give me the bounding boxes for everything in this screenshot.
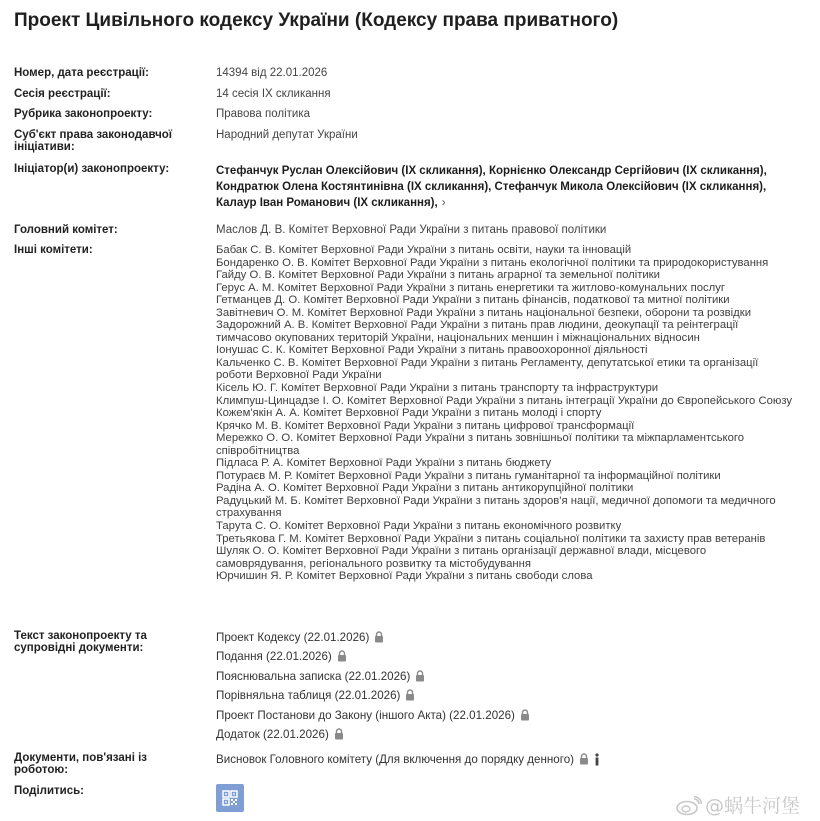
committee-item: Бондаренко О. В. Комітет Верховної Ради України з питань екологічної політики та природокористування [216,256,769,269]
committee-item: Іонушас С. К. Комітет Верховної Ради України з питань правоохоронної діяльності [216,344,648,357]
qr-code-icon [216,784,244,812]
document-title[interactable]: Проект Кодексу (22.01.2026) [216,631,370,644]
document-title[interactable]: Пояснювальна записка (22.01.2026) [216,669,411,683]
committee-item: Мережко О. О. Комітет Верховної Ради України з питань зовнішньої політики та міжпарламентського співробітництва [216,432,745,457]
committee-item: Герус А. М. Комітет Верховної Ради України з питань енергетики та житлово-комунальних послуг [216,281,725,294]
committee-item: Климпуш-Цинцадзе І. О. Комітет Верховної Ради України з питань інтеграції України до Європейського Союзу [216,394,793,407]
initiators-text: Стефанчук Руслан Олексійович (IX скликання), Корнієнко Олександр Сергійович (IX скликання), Кондратюк Олена Костянтинівна (IX скликання), Стефанчук Микола Олексійович (IX скликання), Калаур Іван Романович (IX скликання), [216,165,767,210]
lock-icon [520,708,530,727]
committee-item: Кальченко С. В. Комітет Верховної Ради України з питань Регламенту, депутатської етики та організації роботи Верховної Ради України [216,356,759,382]
document-link[interactable] [216,686,806,705]
committee-item: Юрчишин Я. Р. Комітет Верховної Ради України з питань свободи слова [216,570,593,583]
committee-item: Тарута С. О. Комітет Верховної Ради України з питань економічного розвитку [216,520,622,533]
other-committees-label: Інші комітети: [14,244,93,256]
initiators-value [216,163,791,212]
registration-value: 14394 від 22.01.2026 [216,67,328,79]
documents-label: Текст законопроекту та супровідні документи: [14,630,147,654]
committee-list [216,244,796,583]
document-link[interactable] [216,706,806,725]
initiators-label: Ініціатор(и) законопроекту: [14,163,170,175]
committee-item: Завітневич О. М. Комітет Верховної Ради України з питань національної безпеки, оборони та розвідки [216,306,752,319]
related-document-title[interactable]: Висновок Головного комітету (Для включення до порядку денного) [216,753,575,766]
lock-icon [405,688,415,707]
committee-item: Радіна А. О. Комітет Верховної Ради України з питань антикорупційної політики [216,482,634,495]
document-link[interactable] [216,725,806,744]
main-committee-label: Головний комітет: [14,224,118,236]
document-title[interactable]: Подання (22.01.2026) [216,650,332,664]
session-value: 14 сесія IX скликання [216,88,331,100]
document-title[interactable]: Проект Постанови до Закону (іншого Акта) (22.01.2026) [216,708,515,722]
related-doc-list [216,750,806,769]
committee-item: Кожем'якін А. А. Комітет Верховної Ради України з питань молоді і спорту [216,407,602,420]
subject-value: Народний депутат України [216,129,358,141]
weibo-logo-icon [676,796,702,821]
lock-icon [415,669,425,688]
committee-item: Бабак С. В. Комітет Верховної Ради України з питань освіти, науки та інновацій [216,244,632,256]
document-link[interactable] [216,667,806,686]
info-icon[interactable] [594,753,600,772]
watermark [676,791,800,821]
committee-item: Крячко М. В. Комітет Верховної Ради України з питань цифрової трансформації [216,419,635,432]
lock-icon [579,752,589,771]
committee-item: Підласа Р. А. Комітет Верховної Ради України з питань бюджету [216,457,552,470]
document-link[interactable] [216,628,806,647]
committee-item: Третьякова Г. М. Комітет Верховної Ради України з питань соціальної політики та захисту прав ветеранів [216,532,766,545]
chevron-right-icon[interactable]: › [441,197,446,210]
related-document-link[interactable] [216,750,806,769]
committee-item: Задорожний А. В. Комітет Верховної Ради України з питань прав людини, деокупації та реінтеграції тимчасово окупованих територій України, національних меншин і міжнаціональних відносин [216,319,739,344]
document-list [216,628,806,744]
session-label: Сесія реєстрації: [14,88,111,100]
main-committee-value: Маслов Д. В. Комітет Верховної Ради України з питань правової політики [216,224,607,236]
committee-item: Радуцький М. Б. Комітет Верховної Ради України з питань здоров'я нації, медичної допомоги та медичного страхування [216,494,776,520]
lock-icon [374,630,384,649]
registration-label: Номер, дата реєстрації: [14,67,149,79]
rubric-label: Рубрика законопроекту: [14,108,153,120]
document-title[interactable]: Додаток (22.01.2026) [216,727,329,741]
related-docs-label: Документи, пов'язані із роботою: [14,752,147,776]
lock-icon [334,727,344,746]
share-qr-button[interactable] [216,784,244,812]
committee-item: Потураєв М. Р. Комітет Верховної Ради України з питань гуманітарної та інформаційної політики [216,469,721,482]
committee-item: Гайду О. В. Комітет Верховної Ради України з питань аграрної та земельної політики [216,269,660,282]
watermark-text: @蜗牛河堡 [705,795,801,817]
document-title[interactable]: Порівняльна таблиця (22.01.2026) [216,689,401,703]
share-label: Поділитись: [14,785,85,797]
committee-item: Гетманцев Д. О. Комітет Верховної Ради України з питань фінансів, податкової та митної політики [216,294,730,307]
subject-label: Суб'єкт права законодавчої ініціативи: [14,129,173,153]
rubric-value: Правова політика [216,108,311,120]
lock-icon [337,649,347,668]
document-link[interactable] [216,647,806,666]
committee-item: Кісель Ю. Г. Комітет Верховної Ради України з питань транспорту та інфраструктури [216,382,659,395]
page-title: Проект Цивільного кодексу України (Кодексу права приватного) [14,10,619,31]
committee-item: Шуляк О. О. Комітет Верховної Ради України з питань організації державної влади, місцевого самоврядування, регіонального розвитку та містобудування [216,545,707,570]
